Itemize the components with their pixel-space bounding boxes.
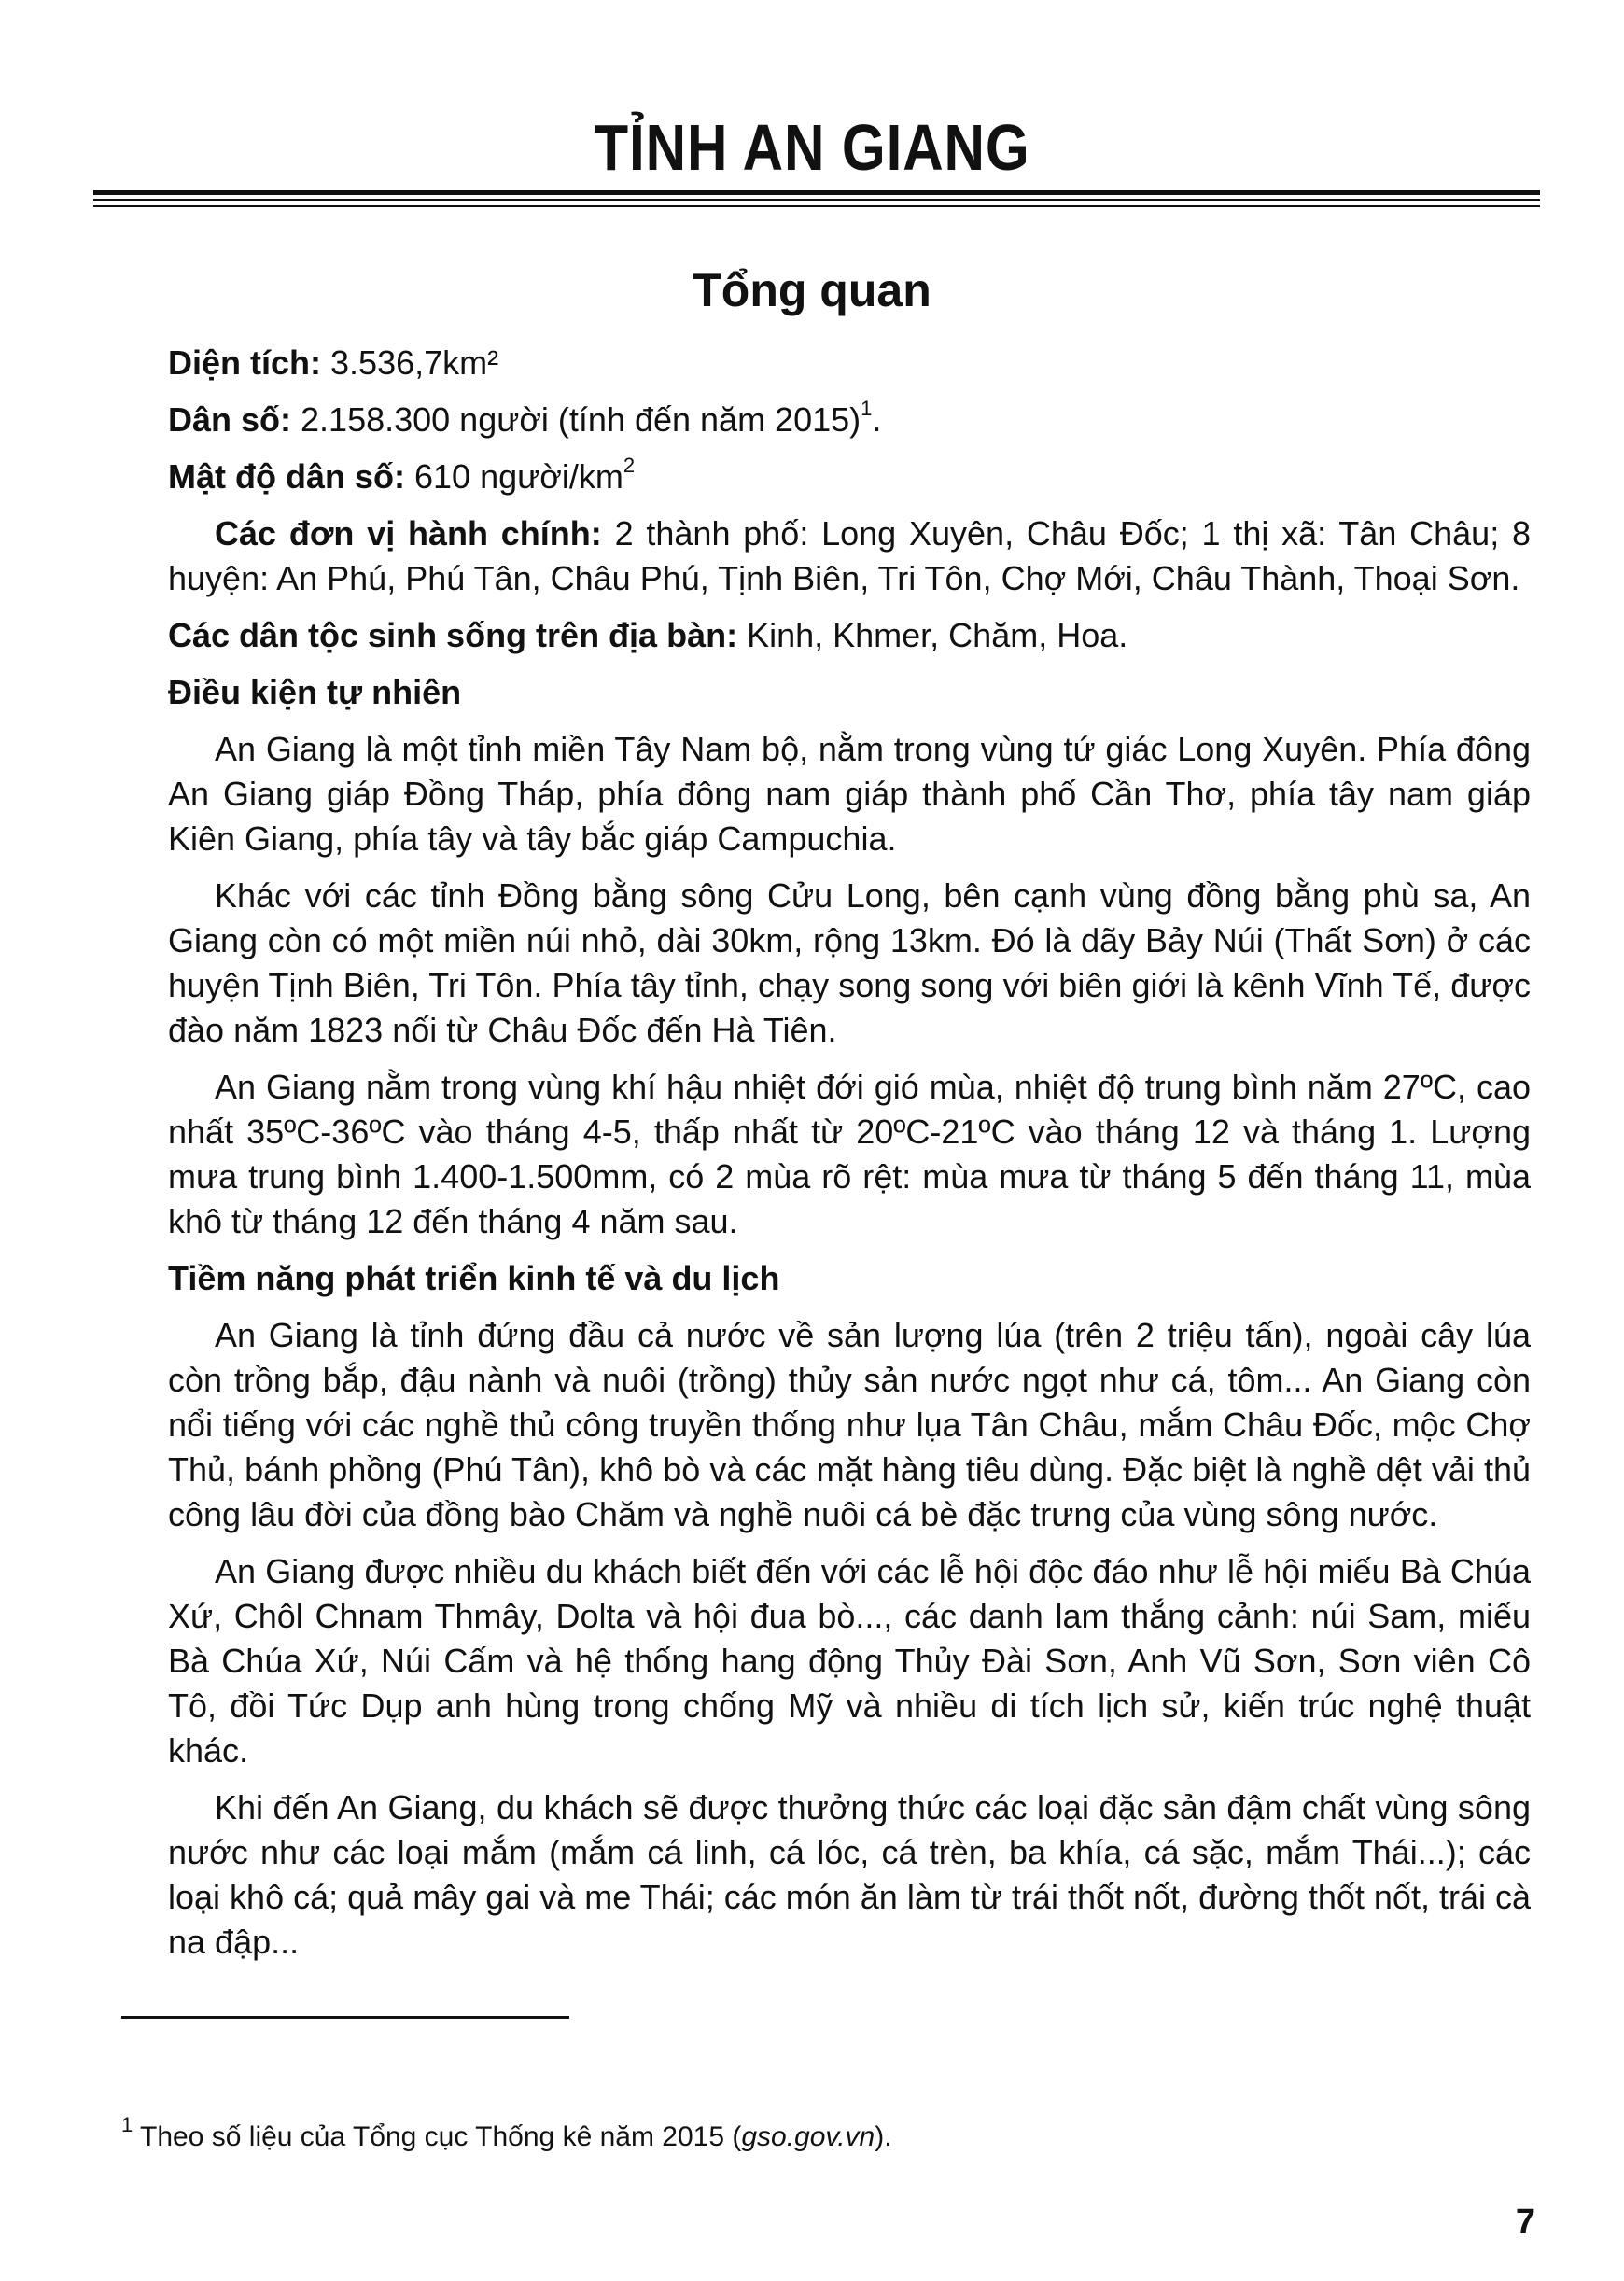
density-value: 610 người/km <box>405 457 623 496</box>
footnote-tail: ). <box>875 2121 892 2152</box>
ethnic-value: Kinh, Khmer, Chăm, Hoa. <box>737 616 1128 654</box>
potential-heading: Tiềm năng phát triển kinh tế và du lịch <box>168 1259 780 1297</box>
population-line <box>168 398 1531 442</box>
title-rule-thin-lower <box>93 205 1540 207</box>
admin-line <box>168 511 1531 601</box>
main-text <box>168 341 1531 1977</box>
footnote-reference: 1 <box>861 397 873 420</box>
density-label: Mật độ dân số: <box>168 457 405 496</box>
ethnic-line <box>168 613 1531 658</box>
area-label: Diện tích: <box>168 343 322 382</box>
footnote-separator <box>121 2016 569 2019</box>
admin-label: Các đơn vị hành chính: <box>215 514 602 553</box>
footnote <box>121 2113 892 2156</box>
area-line <box>168 341 1531 385</box>
density-line <box>168 455 1531 499</box>
density-exponent: 2 <box>623 454 636 477</box>
population-tail: . <box>872 400 882 439</box>
potential-paragraph-1: An Giang là tỉnh đứng đầu cả nước về sản lượng lúa (trên 2 triệu tấn), ngoài cây lúa còn trồng bắp, đậu nành và nuôi (trồng) thủy sản nước ngọt như cá, tôm... An Giang còn nổi tiếng với các nghề thủ công truyền thống như lụa Tân Châu, mắm Châu Đốc, mộc Chợ Thủ, bánh phồng (Phú Tân), khô bò và các mặt hàng tiêu dùng. Đặc biệt là nghề dệt vải thủ công lâu đời của đồng bào Chăm và nghề nuôi cá bè đặc trưng của vùng sông nước. <box>168 1316 1531 1533</box>
nature-paragraph-2: Khác với các tỉnh Đồng bằng sông Cửu Long, bên cạnh vùng đồng bằng phù sa, An Giang còn có một miền núi nhỏ, dài 30km, rộng 13km. Đó là dãy Bảy Núi (Thất Sơn) ở các huyện Tịnh Biên, Tri Tôn. Phía tây tỉnh, chạy song song với biên giới là kênh Vĩnh Tế, được đào năm 1823 nối từ Châu Đốc đến Hà Tiên. <box>168 876 1531 1049</box>
population-value: 2.158.300 người (tính đến năm 2015) <box>291 400 861 439</box>
admin-value: 2 thành phố: Long Xuyên, Châu Đốc; 1 thị xã: Tân Châu; 8 huyện: An Phú, Phú Tân, Châu Phú, Tịnh Biên, Tri Tôn, Chợ Mới, Châu Thành, Thoại Sơn. <box>168 514 1532 597</box>
potential-paragraph-2: An Giang được nhiều du khách biết đến với các lễ hội độc đáo như lễ hội miếu Bà Chúa Xứ, Chôl Chnam Thmây, Dolta và hội đua bò..., các danh lam thắng cảnh: núi Sam, miếu Bà Chúa Xứ, Núi Cấm và hệ thống hang động Thủy Đài Sơn, Anh Vũ Sơn, Sơn viên Cô Tô, đồi Tức Dụp anh hùng trong chống Mỹ và nhiều di tích lịch sử, kiến trúc nghệ thuật khác. <box>168 1552 1531 1770</box>
potential-paragraph-3: Khi đến An Giang, du khách sẽ được thưởng thức các loại đặc sản đậm chất vùng sông nước như các loại mắm (mắm cá linh, cá lóc, cá trèn, ba khía, cá sặc, mắm Thái...); các loại khô cá; quả mây gai và me Thái; các món ăn làm từ trái thốt nốt, đường thốt nốt, trái cà na đập... <box>168 1788 1531 1961</box>
chapter-title: TỈNH AN GIANG <box>594 111 1030 184</box>
population-label: Dân số: <box>168 400 292 439</box>
nature-paragraph-3: An Giang nằm trong vùng khí hậu nhiệt đới gió mùa, nhiệt độ trung bình năm 27ºC, cao nhất 35ºC-36ºC vào tháng 4-5, thấp nhất từ 20ºC-21ºC vào tháng 12 và tháng 1. Lượng mưa trung bình 1.400-1.500mm, có 2 mùa rõ rệt: mùa mưa từ tháng 5 đến tháng 11, mùa khô từ tháng 12 đến tháng 4 năm sau. <box>168 1068 1531 1240</box>
page-number: 7 <box>1515 2203 1535 2242</box>
nature-paragraph-1: An Giang là một tỉnh miền Tây Nam bộ, nằm trong vùng tứ giác Long Xuyên. Phía đông An Giang giáp Đồng Tháp, phía đông nam giáp thành phố Cần Thơ, phía tây nam giáp Kiên Giang, phía tây và tây bắc giáp Campuchia. <box>168 730 1531 858</box>
footnote-text: Theo số liệu của Tổng cục Thống kê năm 2015 ( <box>133 2121 742 2152</box>
ethnic-label: Các dân tộc sinh sống trên địa bàn: <box>168 616 738 654</box>
footnote-mark: 1 <box>121 2113 133 2136</box>
title-rule-thick <box>93 190 1540 195</box>
nature-heading: Điều kiện tự nhiên <box>168 673 462 711</box>
title-rule-thin <box>93 199 1540 201</box>
section-subtitle: Tổng quan <box>693 264 931 316</box>
footnote-source: gso.gov.vn <box>741 2121 875 2152</box>
area-value: 3.536,7km² <box>321 343 499 382</box>
